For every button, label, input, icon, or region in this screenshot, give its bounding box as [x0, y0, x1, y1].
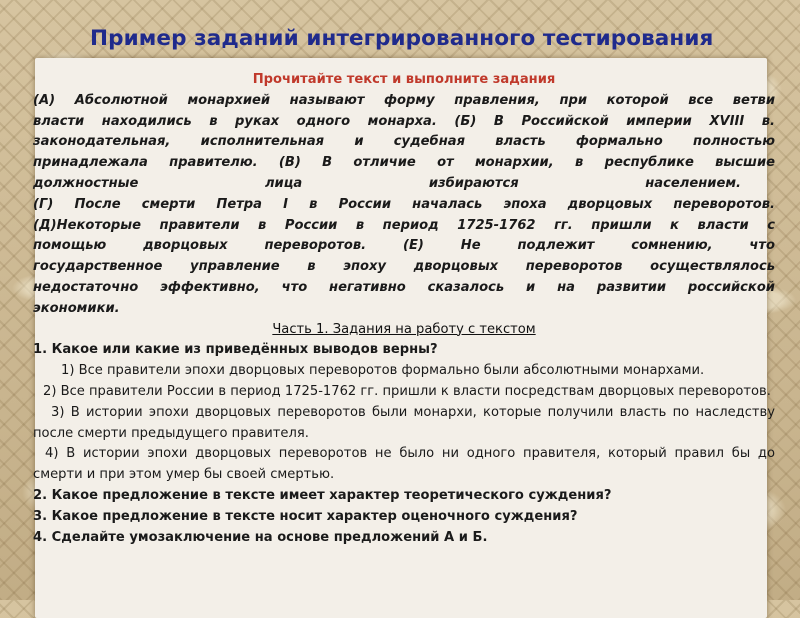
passage-line: экономики. [33, 300, 120, 316]
passage-line: (А) Абсолютной монархией называют форму правления, при которой все ветви [33, 92, 775, 108]
passage-line: власти находились в руках одного монарха. (Б) В Российской империи XVIII в. [33, 113, 775, 129]
passage-line: (Д)Некоторые правители в России в период 1725-1762 гг. пришли к власти с [33, 217, 775, 233]
passage-line: государственное управление в эпоху дворцовых переворотов осуществлялось [33, 259, 775, 275]
question-1: 1. Какое или какие из приведённых выводов верны? [33, 342, 438, 358]
part-title: Часть 1. Задания на работу с текстом [272, 321, 536, 337]
title-bar [0, 0, 800, 60]
passage-line: помощью дворцовых переворотов. (Е) Не подлежит сомнению, что [33, 238, 775, 254]
answer-option-3: 3) В истории эпохи дворцовых переворотов были монархи, которые получили власть по наследству после смерти предыдущего правителя. [33, 404, 775, 441]
answer-option-2: 2) Все правители России в период 1725-1762 гг. пришли к власти посредствам дворцовых переворотов. [43, 383, 771, 399]
passage-line: недостаточно эффективно, что негативно сказалось и на развитии российской [33, 279, 775, 295]
question-3: 3. Какое предложение в тексте носит характер оценочного суждения? [33, 508, 578, 524]
passage-line: (Г) После смерти Петра I в России началась эпоха дворцовых переворотов. [33, 196, 775, 212]
passage-line: должностные лица избираются населением. [33, 175, 741, 191]
question-2: 2. Какое предложение в тексте имеет характер теоретического суждения? [33, 487, 612, 503]
slide-title: Пример заданий интегрированного тестирования [90, 26, 714, 51]
question-4: 4. Сделайте умозаключение на основе предложений А и Б. [33, 529, 488, 545]
task-content [33, 70, 775, 548]
source-passage [33, 91, 775, 320]
passage-line: принадлежала правителю. (В) В отличие от монархии, в республике высшие [33, 155, 775, 171]
instruction-heading: Прочитайте текст и выполните задания [252, 72, 556, 87]
answer-option-1: 1) Все правители эпохи дворцовых переворотов формально были абсолютными монархами. [61, 363, 705, 379]
answer-option-4: 4) В истории эпохи дворцовых переворотов не было ни одного правителя, который правил бы до смерти и при этом умер бы своей смертью. [33, 446, 775, 483]
passage-line: законодательная, исполнительная и судебная власть формально полностью [33, 134, 775, 150]
